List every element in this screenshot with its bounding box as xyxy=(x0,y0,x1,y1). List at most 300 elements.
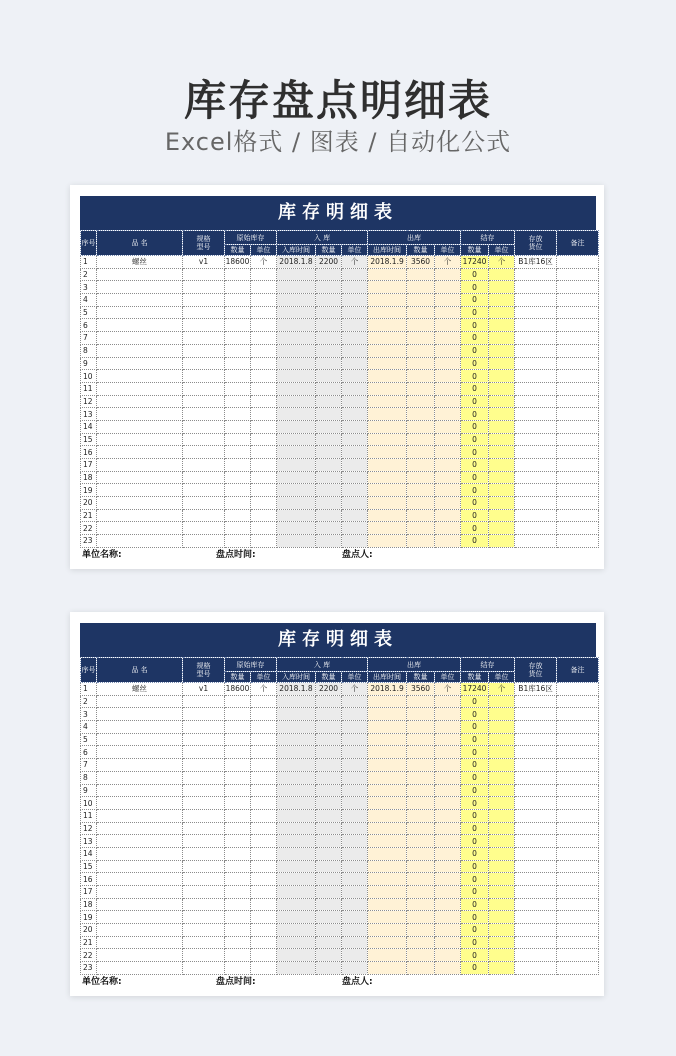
name-cell[interactable] xyxy=(97,708,183,721)
out-time-cell[interactable] xyxy=(368,332,407,345)
seq-cell[interactable]: 23 xyxy=(81,535,97,548)
out-unit-cell[interactable] xyxy=(435,822,461,835)
seq-cell[interactable]: 20 xyxy=(81,924,97,937)
in-qty-cell[interactable] xyxy=(316,746,342,759)
location-cell[interactable]: B1库16区 xyxy=(515,683,557,696)
in-unit-cell[interactable] xyxy=(342,535,368,548)
stock-qty-cell[interactable]: 0 xyxy=(461,695,489,708)
in-qty-cell[interactable] xyxy=(316,433,342,446)
name-cell[interactable] xyxy=(97,268,183,281)
out-qty-cell[interactable] xyxy=(407,395,435,408)
out-unit-cell[interactable] xyxy=(435,522,461,535)
stock-qty-cell[interactable]: 0 xyxy=(461,708,489,721)
opening-qty-cell[interactable] xyxy=(225,873,251,886)
name-cell[interactable] xyxy=(97,382,183,395)
out-unit-cell[interactable] xyxy=(435,420,461,433)
location-cell[interactable] xyxy=(515,822,557,835)
out-time-cell[interactable] xyxy=(368,344,407,357)
opening-unit-cell[interactable] xyxy=(251,771,277,784)
seq-cell[interactable]: 19 xyxy=(81,484,97,497)
remark-cell[interactable] xyxy=(557,695,599,708)
opening-unit-cell[interactable] xyxy=(251,294,277,307)
out-unit-cell[interactable] xyxy=(435,408,461,421)
stock-unit-cell[interactable] xyxy=(489,809,515,822)
location-cell[interactable] xyxy=(515,357,557,370)
stock-unit-cell[interactable] xyxy=(489,746,515,759)
seq-cell[interactable]: 5 xyxy=(81,306,97,319)
seq-cell[interactable]: 9 xyxy=(81,784,97,797)
out-unit-cell[interactable] xyxy=(435,962,461,975)
in-time-cell[interactable] xyxy=(277,898,316,911)
in-qty-cell[interactable] xyxy=(316,382,342,395)
opening-qty-cell[interactable] xyxy=(225,949,251,962)
spec-cell[interactable] xyxy=(183,708,225,721)
opening-qty-cell[interactable] xyxy=(225,924,251,937)
opening-unit-cell[interactable] xyxy=(251,497,277,510)
remark-cell[interactable] xyxy=(557,924,599,937)
in-qty-cell[interactable] xyxy=(316,797,342,810)
out-qty-cell[interactable] xyxy=(407,497,435,510)
opening-unit-cell[interactable] xyxy=(251,886,277,899)
seq-cell[interactable]: 13 xyxy=(81,835,97,848)
location-cell[interactable] xyxy=(515,268,557,281)
in-time-cell[interactable] xyxy=(277,835,316,848)
spec-cell[interactable] xyxy=(183,911,225,924)
in-unit-cell[interactable] xyxy=(342,522,368,535)
out-unit-cell[interactable] xyxy=(435,873,461,886)
name-cell[interactable] xyxy=(97,898,183,911)
in-time-cell[interactable] xyxy=(277,319,316,332)
stock-qty-cell[interactable]: 0 xyxy=(461,420,489,433)
remark-cell[interactable] xyxy=(557,784,599,797)
out-qty-cell[interactable] xyxy=(407,873,435,886)
spec-cell[interactable] xyxy=(183,420,225,433)
opening-unit-cell[interactable] xyxy=(251,408,277,421)
in-time-cell[interactable] xyxy=(277,746,316,759)
in-qty-cell[interactable] xyxy=(316,721,342,734)
in-unit-cell[interactable] xyxy=(342,306,368,319)
out-qty-cell[interactable] xyxy=(407,835,435,848)
in-time-cell[interactable] xyxy=(277,446,316,459)
stock-unit-cell[interactable] xyxy=(489,281,515,294)
remark-cell[interactable] xyxy=(557,408,599,421)
in-time-cell[interactable]: 2018.1.8 xyxy=(277,683,316,696)
stock-unit-cell[interactable] xyxy=(489,873,515,886)
stock-unit-cell[interactable] xyxy=(489,962,515,975)
in-time-cell[interactable] xyxy=(277,847,316,860)
in-unit-cell[interactable] xyxy=(342,962,368,975)
in-qty-cell[interactable] xyxy=(316,771,342,784)
name-cell[interactable] xyxy=(97,936,183,949)
remark-cell[interactable] xyxy=(557,484,599,497)
out-qty-cell[interactable] xyxy=(407,408,435,421)
in-qty-cell[interactable] xyxy=(316,886,342,899)
out-time-cell[interactable] xyxy=(368,294,407,307)
out-time-cell[interactable] xyxy=(368,924,407,937)
in-qty-cell[interactable] xyxy=(316,370,342,383)
spec-cell[interactable] xyxy=(183,949,225,962)
remark-cell[interactable] xyxy=(557,886,599,899)
spec-cell[interactable]: v1 xyxy=(183,256,225,269)
opening-unit-cell[interactable] xyxy=(251,471,277,484)
seq-cell[interactable]: 10 xyxy=(81,370,97,383)
stock-unit-cell[interactable] xyxy=(489,695,515,708)
stock-qty-cell[interactable]: 0 xyxy=(461,898,489,911)
stock-unit-cell[interactable] xyxy=(489,898,515,911)
in-time-cell[interactable] xyxy=(277,771,316,784)
stock-qty-cell[interactable]: 0 xyxy=(461,357,489,370)
in-qty-cell[interactable] xyxy=(316,784,342,797)
stock-unit-cell[interactable] xyxy=(489,382,515,395)
spec-cell[interactable] xyxy=(183,459,225,472)
in-qty-cell[interactable] xyxy=(316,268,342,281)
out-qty-cell[interactable] xyxy=(407,746,435,759)
opening-unit-cell[interactable] xyxy=(251,446,277,459)
name-cell[interactable] xyxy=(97,721,183,734)
seq-cell[interactable]: 7 xyxy=(81,759,97,772)
location-cell[interactable] xyxy=(515,332,557,345)
spec-cell[interactable] xyxy=(183,847,225,860)
spec-cell[interactable] xyxy=(183,268,225,281)
stock-qty-cell[interactable]: 0 xyxy=(461,746,489,759)
remark-cell[interactable] xyxy=(557,708,599,721)
seq-cell[interactable]: 15 xyxy=(81,860,97,873)
out-time-cell[interactable] xyxy=(368,809,407,822)
in-unit-cell[interactable] xyxy=(342,822,368,835)
in-time-cell[interactable] xyxy=(277,936,316,949)
stock-unit-cell[interactable]: 个 xyxy=(489,683,515,696)
location-cell[interactable] xyxy=(515,695,557,708)
opening-qty-cell[interactable] xyxy=(225,268,251,281)
name-cell[interactable] xyxy=(97,471,183,484)
opening-unit-cell[interactable] xyxy=(251,809,277,822)
seq-cell[interactable]: 21 xyxy=(81,509,97,522)
stock-unit-cell[interactable] xyxy=(489,433,515,446)
seq-cell[interactable]: 5 xyxy=(81,733,97,746)
location-cell[interactable] xyxy=(515,949,557,962)
stock-qty-cell[interactable]: 0 xyxy=(461,344,489,357)
name-cell[interactable]: 螺丝 xyxy=(97,256,183,269)
in-unit-cell[interactable] xyxy=(342,835,368,848)
in-qty-cell[interactable] xyxy=(316,446,342,459)
in-time-cell[interactable] xyxy=(277,949,316,962)
remark-cell[interactable] xyxy=(557,962,599,975)
stock-unit-cell[interactable] xyxy=(489,797,515,810)
in-time-cell[interactable] xyxy=(277,535,316,548)
remark-cell[interactable] xyxy=(557,721,599,734)
in-unit-cell[interactable] xyxy=(342,509,368,522)
out-unit-cell[interactable] xyxy=(435,886,461,899)
in-unit-cell[interactable] xyxy=(342,898,368,911)
name-cell[interactable] xyxy=(97,522,183,535)
in-time-cell[interactable] xyxy=(277,408,316,421)
spec-cell[interactable] xyxy=(183,408,225,421)
stock-qty-cell[interactable]: 0 xyxy=(461,382,489,395)
opening-qty-cell[interactable] xyxy=(225,886,251,899)
out-qty-cell[interactable] xyxy=(407,949,435,962)
spec-cell[interactable] xyxy=(183,497,225,510)
in-qty-cell[interactable] xyxy=(316,332,342,345)
stock-qty-cell[interactable]: 0 xyxy=(461,860,489,873)
out-qty-cell[interactable] xyxy=(407,822,435,835)
out-qty-cell[interactable] xyxy=(407,784,435,797)
out-unit-cell[interactable] xyxy=(435,357,461,370)
seq-cell[interactable]: 10 xyxy=(81,797,97,810)
seq-cell[interactable]: 11 xyxy=(81,809,97,822)
opening-qty-cell[interactable] xyxy=(225,695,251,708)
stock-qty-cell[interactable]: 0 xyxy=(461,370,489,383)
location-cell[interactable] xyxy=(515,433,557,446)
opening-unit-cell[interactable] xyxy=(251,847,277,860)
remark-cell[interactable] xyxy=(557,446,599,459)
spec-cell[interactable] xyxy=(183,733,225,746)
in-unit-cell[interactable] xyxy=(342,708,368,721)
location-cell[interactable] xyxy=(515,370,557,383)
in-time-cell[interactable] xyxy=(277,822,316,835)
seq-cell[interactable]: 2 xyxy=(81,695,97,708)
remark-cell[interactable] xyxy=(557,911,599,924)
opening-unit-cell[interactable] xyxy=(251,860,277,873)
out-unit-cell[interactable] xyxy=(435,446,461,459)
seq-cell[interactable]: 18 xyxy=(81,471,97,484)
in-qty-cell[interactable] xyxy=(316,344,342,357)
out-unit-cell[interactable] xyxy=(435,746,461,759)
remark-cell[interactable] xyxy=(557,733,599,746)
in-unit-cell[interactable] xyxy=(342,408,368,421)
out-time-cell[interactable] xyxy=(368,484,407,497)
stock-qty-cell[interactable]: 0 xyxy=(461,281,489,294)
in-time-cell[interactable] xyxy=(277,306,316,319)
out-time-cell[interactable] xyxy=(368,433,407,446)
stock-unit-cell[interactable] xyxy=(489,332,515,345)
out-time-cell[interactable] xyxy=(368,873,407,886)
opening-unit-cell[interactable] xyxy=(251,746,277,759)
in-time-cell[interactable] xyxy=(277,433,316,446)
opening-unit-cell[interactable] xyxy=(251,924,277,937)
out-time-cell[interactable] xyxy=(368,860,407,873)
stock-qty-cell[interactable]: 0 xyxy=(461,522,489,535)
out-qty-cell[interactable] xyxy=(407,535,435,548)
spec-cell[interactable] xyxy=(183,771,225,784)
spec-cell[interactable] xyxy=(183,433,225,446)
opening-qty-cell[interactable] xyxy=(225,860,251,873)
spec-cell[interactable] xyxy=(183,835,225,848)
in-qty-cell[interactable] xyxy=(316,484,342,497)
in-time-cell[interactable] xyxy=(277,886,316,899)
out-unit-cell[interactable] xyxy=(435,395,461,408)
opening-qty-cell[interactable] xyxy=(225,370,251,383)
in-time-cell[interactable] xyxy=(277,484,316,497)
remark-cell[interactable] xyxy=(557,306,599,319)
stock-unit-cell[interactable] xyxy=(489,446,515,459)
spec-cell[interactable] xyxy=(183,522,225,535)
remark-cell[interactable] xyxy=(557,433,599,446)
opening-unit-cell[interactable] xyxy=(251,835,277,848)
out-unit-cell[interactable] xyxy=(435,497,461,510)
stock-qty-cell[interactable]: 17240 xyxy=(461,256,489,269)
out-time-cell[interactable] xyxy=(368,357,407,370)
out-qty-cell[interactable]: 3560 xyxy=(407,683,435,696)
opening-unit-cell[interactable] xyxy=(251,509,277,522)
location-cell[interactable] xyxy=(515,898,557,911)
in-unit-cell[interactable] xyxy=(342,433,368,446)
opening-qty-cell[interactable] xyxy=(225,721,251,734)
stock-unit-cell[interactable] xyxy=(489,733,515,746)
seq-cell[interactable]: 3 xyxy=(81,281,97,294)
location-cell[interactable] xyxy=(515,873,557,886)
in-time-cell[interactable] xyxy=(277,395,316,408)
opening-qty-cell[interactable] xyxy=(225,471,251,484)
out-time-cell[interactable] xyxy=(368,408,407,421)
seq-cell[interactable]: 21 xyxy=(81,936,97,949)
opening-qty-cell[interactable] xyxy=(225,497,251,510)
out-unit-cell[interactable]: 个 xyxy=(435,256,461,269)
out-qty-cell[interactable] xyxy=(407,319,435,332)
out-unit-cell[interactable] xyxy=(435,535,461,548)
in-time-cell[interactable] xyxy=(277,759,316,772)
name-cell[interactable] xyxy=(97,822,183,835)
spec-cell[interactable] xyxy=(183,357,225,370)
opening-unit-cell[interactable] xyxy=(251,695,277,708)
in-time-cell[interactable]: 2018.1.8 xyxy=(277,256,316,269)
in-unit-cell[interactable] xyxy=(342,395,368,408)
seq-cell[interactable]: 16 xyxy=(81,446,97,459)
stock-unit-cell[interactable] xyxy=(489,344,515,357)
out-unit-cell[interactable] xyxy=(435,370,461,383)
remark-cell[interactable] xyxy=(557,759,599,772)
in-time-cell[interactable] xyxy=(277,281,316,294)
out-unit-cell[interactable] xyxy=(435,433,461,446)
out-unit-cell[interactable] xyxy=(435,459,461,472)
spec-cell[interactable] xyxy=(183,294,225,307)
out-unit-cell[interactable] xyxy=(435,319,461,332)
location-cell[interactable] xyxy=(515,708,557,721)
out-unit-cell[interactable] xyxy=(435,924,461,937)
location-cell[interactable] xyxy=(515,771,557,784)
stock-qty-cell[interactable]: 0 xyxy=(461,395,489,408)
seq-cell[interactable]: 12 xyxy=(81,395,97,408)
out-time-cell[interactable] xyxy=(368,949,407,962)
remark-cell[interactable] xyxy=(557,683,599,696)
seq-cell[interactable]: 11 xyxy=(81,382,97,395)
seq-cell[interactable]: 6 xyxy=(81,746,97,759)
remark-cell[interactable] xyxy=(557,809,599,822)
name-cell[interactable] xyxy=(97,370,183,383)
stock-qty-cell[interactable]: 0 xyxy=(461,446,489,459)
out-qty-cell[interactable] xyxy=(407,936,435,949)
spec-cell[interactable] xyxy=(183,484,225,497)
remark-cell[interactable] xyxy=(557,522,599,535)
opening-qty-cell[interactable] xyxy=(225,420,251,433)
out-unit-cell[interactable] xyxy=(435,281,461,294)
in-time-cell[interactable] xyxy=(277,522,316,535)
out-qty-cell[interactable] xyxy=(407,357,435,370)
name-cell[interactable] xyxy=(97,695,183,708)
name-cell[interactable] xyxy=(97,949,183,962)
stock-qty-cell[interactable]: 0 xyxy=(461,319,489,332)
out-qty-cell[interactable] xyxy=(407,695,435,708)
in-time-cell[interactable] xyxy=(277,784,316,797)
seq-cell[interactable]: 22 xyxy=(81,949,97,962)
name-cell[interactable] xyxy=(97,332,183,345)
seq-cell[interactable]: 18 xyxy=(81,898,97,911)
out-time-cell[interactable] xyxy=(368,382,407,395)
out-unit-cell[interactable] xyxy=(435,509,461,522)
opening-unit-cell[interactable] xyxy=(251,797,277,810)
in-unit-cell[interactable] xyxy=(342,370,368,383)
remark-cell[interactable] xyxy=(557,509,599,522)
location-cell[interactable] xyxy=(515,509,557,522)
in-qty-cell[interactable] xyxy=(316,459,342,472)
in-qty-cell[interactable] xyxy=(316,522,342,535)
opening-qty-cell[interactable] xyxy=(225,281,251,294)
stock-unit-cell[interactable] xyxy=(489,522,515,535)
in-qty-cell[interactable] xyxy=(316,535,342,548)
stock-qty-cell[interactable]: 0 xyxy=(461,911,489,924)
stock-qty-cell[interactable]: 0 xyxy=(461,268,489,281)
location-cell[interactable] xyxy=(515,344,557,357)
spec-cell[interactable] xyxy=(183,395,225,408)
stock-qty-cell[interactable]: 0 xyxy=(461,471,489,484)
out-unit-cell[interactable] xyxy=(435,708,461,721)
out-qty-cell[interactable] xyxy=(407,420,435,433)
out-qty-cell[interactable] xyxy=(407,281,435,294)
in-qty-cell[interactable] xyxy=(316,949,342,962)
out-unit-cell[interactable] xyxy=(435,835,461,848)
out-qty-cell[interactable] xyxy=(407,522,435,535)
in-unit-cell[interactable] xyxy=(342,860,368,873)
stock-unit-cell[interactable] xyxy=(489,860,515,873)
opening-qty-cell[interactable] xyxy=(225,822,251,835)
name-cell[interactable] xyxy=(97,847,183,860)
in-time-cell[interactable] xyxy=(277,344,316,357)
seq-cell[interactable]: 4 xyxy=(81,721,97,734)
in-qty-cell[interactable] xyxy=(316,936,342,949)
stock-unit-cell[interactable] xyxy=(489,835,515,848)
in-unit-cell[interactable] xyxy=(342,695,368,708)
in-time-cell[interactable] xyxy=(277,382,316,395)
out-qty-cell[interactable] xyxy=(407,924,435,937)
opening-unit-cell[interactable] xyxy=(251,873,277,886)
out-qty-cell[interactable] xyxy=(407,771,435,784)
seq-cell[interactable]: 17 xyxy=(81,459,97,472)
name-cell[interactable] xyxy=(97,319,183,332)
opening-unit-cell[interactable] xyxy=(251,484,277,497)
out-qty-cell[interactable] xyxy=(407,797,435,810)
opening-unit-cell[interactable] xyxy=(251,822,277,835)
stock-qty-cell[interactable]: 0 xyxy=(461,771,489,784)
location-cell[interactable] xyxy=(515,484,557,497)
in-unit-cell[interactable] xyxy=(342,471,368,484)
in-qty-cell[interactable]: 2200 xyxy=(316,256,342,269)
name-cell[interactable] xyxy=(97,886,183,899)
spec-cell[interactable] xyxy=(183,382,225,395)
opening-qty-cell[interactable] xyxy=(225,319,251,332)
opening-unit-cell[interactable] xyxy=(251,708,277,721)
out-qty-cell[interactable] xyxy=(407,471,435,484)
in-unit-cell[interactable] xyxy=(342,771,368,784)
out-unit-cell[interactable] xyxy=(435,733,461,746)
in-time-cell[interactable] xyxy=(277,721,316,734)
out-time-cell[interactable] xyxy=(368,509,407,522)
in-time-cell[interactable] xyxy=(277,420,316,433)
stock-unit-cell[interactable] xyxy=(489,924,515,937)
stock-qty-cell[interactable]: 0 xyxy=(461,459,489,472)
in-qty-cell[interactable] xyxy=(316,408,342,421)
opening-unit-cell[interactable] xyxy=(251,784,277,797)
stock-unit-cell[interactable] xyxy=(489,268,515,281)
out-time-cell[interactable] xyxy=(368,911,407,924)
